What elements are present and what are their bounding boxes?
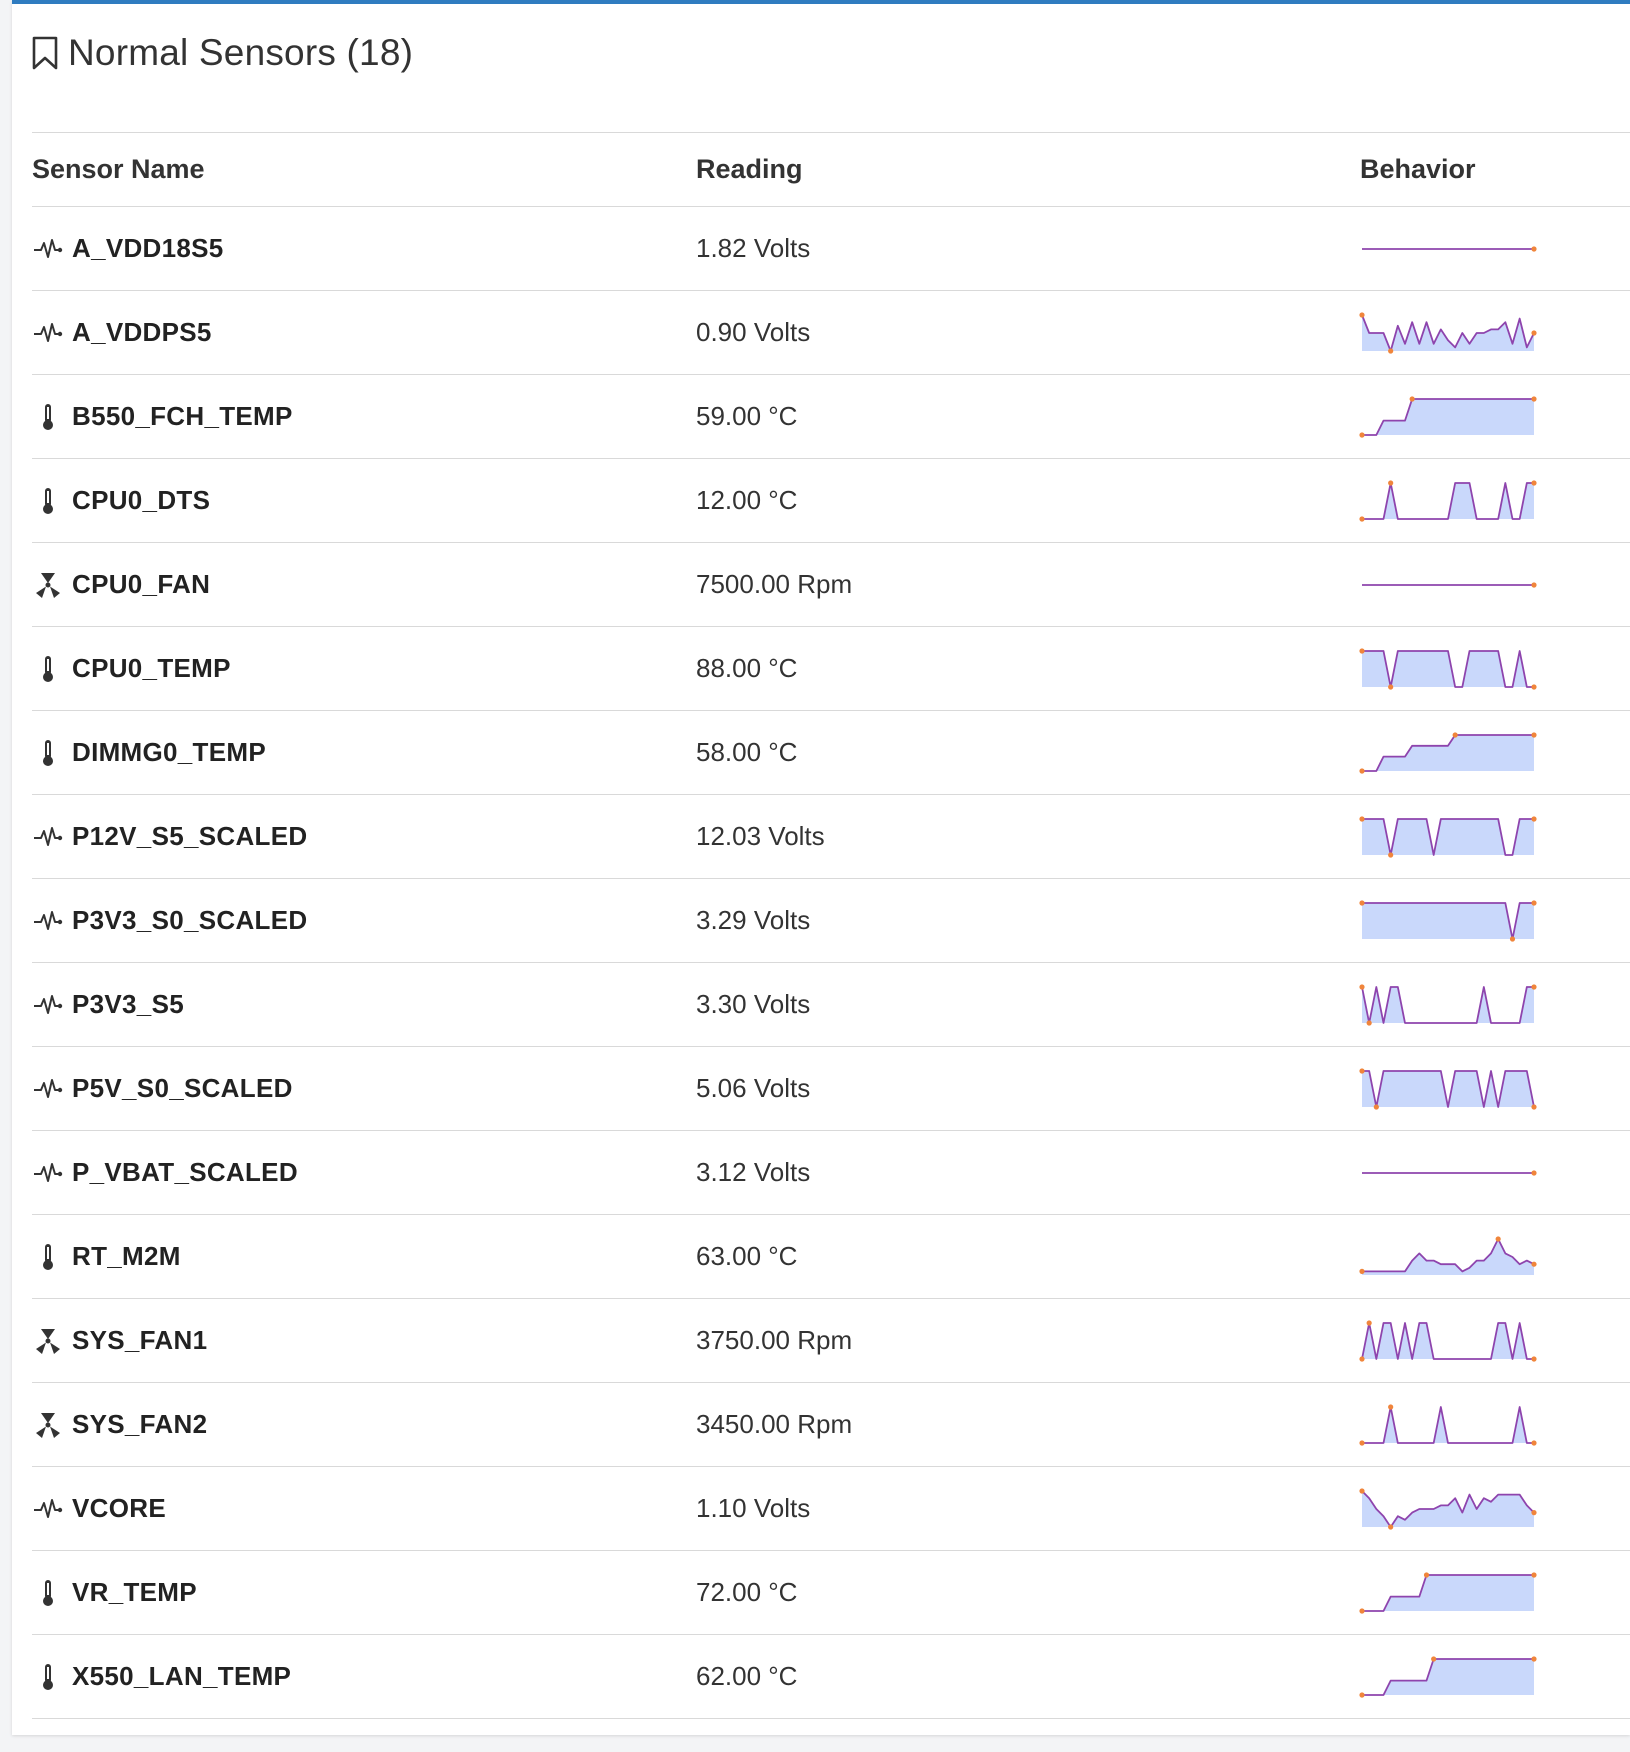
behavior-sparkline[interactable]: [1360, 731, 1536, 775]
sparkline-marker: [1531, 816, 1536, 821]
sensor-reading: 63.00 °C: [696, 1241, 798, 1271]
behavior-sparkline[interactable]: [1360, 1235, 1536, 1279]
sparkline-marker: [1359, 984, 1364, 989]
sensor-behavior-cell: [1360, 1047, 1630, 1131]
sparkline-marker: [1359, 1488, 1364, 1493]
sparkline-marker: [1531, 1104, 1536, 1109]
sensor-behavior-cell: [1360, 963, 1630, 1047]
sparkline-marker: [1367, 1320, 1372, 1325]
sensor-name-cell: [32, 1215, 696, 1299]
table-row[interactable]: [32, 375, 1630, 459]
sensor-behavior-cell: [1360, 459, 1630, 543]
sensor-name: SYS_FAN2: [72, 1409, 208, 1439]
sensor-reading-cell: [696, 711, 1360, 795]
thermometer-icon: [32, 401, 64, 433]
sparkline-marker: [1388, 852, 1393, 857]
sensor-reading: 58.00 °C: [696, 737, 798, 767]
thermometer-icon: [32, 1241, 64, 1273]
sparkline-marker: [1359, 1440, 1364, 1445]
table-row[interactable]: [32, 1131, 1630, 1215]
sensor-name-cell: [32, 627, 696, 711]
sparkline-marker: [1388, 1524, 1393, 1529]
sensor-name: X550_LAN_TEMP: [72, 1661, 292, 1691]
behavior-sparkline[interactable]: [1360, 1571, 1536, 1615]
sensor-reading-cell: [696, 543, 1360, 627]
sensor-reading: 12.00 °C: [696, 485, 798, 515]
sparkline-marker: [1531, 1170, 1536, 1175]
sparkline-marker: [1531, 1440, 1536, 1445]
sensor-reading-cell: [696, 1467, 1360, 1551]
sensor-behavior-cell: [1360, 879, 1630, 963]
sensor-name: CPU0_DTS: [72, 485, 211, 515]
behavior-sparkline[interactable]: [1360, 1151, 1536, 1195]
sensor-name-cell: [32, 1551, 696, 1635]
pulse-icon: [32, 1073, 64, 1105]
sparkline-marker: [1531, 246, 1536, 251]
sparkline-marker: [1359, 432, 1364, 437]
sensor-name: SYS_FAN1: [72, 1325, 208, 1355]
table-header-row: [32, 133, 1630, 207]
sensor-reading-cell: [696, 1551, 1360, 1635]
sparkline-marker: [1531, 396, 1536, 401]
sensor-name: VCORE: [72, 1493, 166, 1523]
sparkline-marker: [1388, 1404, 1393, 1409]
thermometer-icon: [32, 1661, 64, 1693]
behavior-sparkline[interactable]: [1360, 647, 1536, 691]
thermometer-icon: [32, 737, 64, 769]
sensor-behavior-cell: [1360, 291, 1630, 375]
sensor-behavior-cell: [1360, 1635, 1630, 1719]
sensor-reading: 3.29 Volts: [696, 905, 811, 935]
sparkline-area: [1362, 1071, 1534, 1107]
sparkline-marker: [1388, 348, 1393, 353]
sparkline-area: [1362, 1659, 1534, 1695]
sensor-reading-cell: [696, 963, 1360, 1047]
sensor-behavior-cell: [1360, 1551, 1630, 1635]
table-row[interactable]: [32, 1467, 1630, 1551]
sensor-reading-cell: [696, 1215, 1360, 1299]
panel-title: Normal Sensors (18): [68, 32, 414, 73]
sparkline-marker: [1510, 936, 1515, 941]
pulse-icon: [32, 905, 64, 937]
sparkline-marker: [1374, 1104, 1379, 1109]
sensor-reading-cell: [696, 1299, 1360, 1383]
sensor-behavior-cell: [1360, 1131, 1630, 1215]
sparkline-marker: [1531, 1656, 1536, 1661]
behavior-sparkline[interactable]: [1360, 227, 1536, 271]
pulse-icon: [32, 1157, 64, 1189]
behavior-sparkline[interactable]: [1360, 1403, 1536, 1447]
sparkline-marker: [1531, 1510, 1536, 1515]
sensor-name-cell: [32, 1467, 696, 1551]
sensor-name-cell: [32, 1383, 696, 1467]
sensor-name-cell: [32, 291, 696, 375]
table-row[interactable]: [32, 207, 1630, 291]
pulse-icon: [32, 989, 64, 1021]
sensor-behavior-cell: [1360, 1467, 1630, 1551]
sensor-reading-cell: [696, 1131, 1360, 1215]
sparkline-marker: [1410, 396, 1415, 401]
sparkline-marker: [1359, 516, 1364, 521]
table-row[interactable]: [32, 1215, 1630, 1299]
sensor-reading-cell: [696, 795, 1360, 879]
column-header-behavior[interactable]: Behavior: [1360, 133, 1630, 207]
sensor-name-cell: [32, 543, 696, 627]
sensor-name: P3V3_S5: [72, 989, 184, 1019]
fan-icon: [32, 569, 64, 601]
table-row[interactable]: [32, 879, 1630, 963]
sparkline-marker: [1367, 1020, 1372, 1025]
sensor-reading: 0.90 Volts: [696, 317, 811, 347]
sparkline-marker: [1531, 984, 1536, 989]
sensor-reading: 62.00 °C: [696, 1661, 798, 1691]
sparkline-marker: [1359, 1068, 1364, 1073]
sensor-name-cell: [32, 1635, 696, 1719]
sensors-table: [32, 132, 1630, 1719]
sparkline-marker: [1359, 648, 1364, 653]
sensor-name-cell: [32, 207, 696, 291]
sensor-name: A_VDD18S5: [72, 233, 224, 263]
behavior-sparkline[interactable]: [1360, 1319, 1536, 1363]
table-row[interactable]: [32, 627, 1630, 711]
sensor-name: A_VDDPS5: [72, 317, 212, 347]
sparkline-marker: [1359, 768, 1364, 773]
column-header-sensor-name[interactable]: Sensor Name: [32, 133, 696, 207]
sparkline-marker: [1359, 312, 1364, 317]
sparkline-marker: [1531, 900, 1536, 905]
sparkline-marker: [1531, 684, 1536, 689]
sensor-name: B550_FCH_TEMP: [72, 401, 293, 431]
sensor-reading-cell: [696, 1635, 1360, 1719]
sparkline-area: [1362, 1575, 1534, 1611]
table-row[interactable]: [32, 711, 1630, 795]
sparkline-marker: [1359, 900, 1364, 905]
sensor-name-cell: [32, 459, 696, 543]
sparkline-area: [1362, 1239, 1534, 1275]
behavior-sparkline[interactable]: [1360, 395, 1536, 439]
sparkline-marker: [1531, 582, 1536, 587]
sensor-reading: 5.06 Volts: [696, 1073, 811, 1103]
sparkline-marker: [1531, 732, 1536, 737]
sensor-name: P12V_S5_SCALED: [72, 821, 308, 851]
table-row[interactable]: [32, 291, 1630, 375]
sensor-reading-cell: [696, 207, 1360, 291]
sensor-reading: 3.12 Volts: [696, 1157, 811, 1187]
sparkline-marker: [1496, 1236, 1501, 1241]
table-row[interactable]: [32, 459, 1630, 543]
behavior-sparkline[interactable]: [1360, 1067, 1536, 1111]
pulse-icon: [32, 233, 64, 265]
sensor-behavior-cell: [1360, 207, 1630, 291]
thermometer-icon: [32, 485, 64, 517]
sensor-reading: 3450.00 Rpm: [696, 1409, 853, 1439]
sensor-behavior-cell: [1360, 711, 1630, 795]
sensor-behavior-cell: [1360, 1383, 1630, 1467]
sensor-name: P_VBAT_SCALED: [72, 1157, 298, 1187]
behavior-sparkline[interactable]: [1360, 1487, 1536, 1531]
sensor-name-cell: [32, 879, 696, 963]
sensor-name: P3V3_S0_SCALED: [72, 905, 308, 935]
sensor-name-cell: [32, 1047, 696, 1131]
sensor-name-cell: [32, 795, 696, 879]
sensor-reading: 1.82 Volts: [696, 233, 811, 263]
sparkline-marker: [1431, 1656, 1436, 1661]
sensor-name: P5V_S0_SCALED: [72, 1073, 293, 1103]
panel-header: [30, 30, 413, 76]
behavior-sparkline[interactable]: [1360, 311, 1536, 355]
table-row[interactable]: [32, 1551, 1630, 1635]
sensor-reading: 72.00 °C: [696, 1577, 798, 1607]
sensor-behavior-cell: [1360, 795, 1630, 879]
fan-icon: [32, 1325, 64, 1357]
sparkline-area: [1362, 735, 1534, 771]
bookmark-icon: [30, 35, 60, 71]
pulse-icon: [32, 1493, 64, 1525]
sparkline-marker: [1359, 1692, 1364, 1697]
sensor-reading: 88.00 °C: [696, 653, 798, 683]
behavior-sparkline[interactable]: [1360, 1655, 1536, 1699]
sensor-reading-cell: [696, 627, 1360, 711]
fan-icon: [32, 1409, 64, 1441]
sensor-reading-cell: [696, 879, 1360, 963]
sensor-reading: 12.03 Volts: [696, 821, 825, 851]
behavior-sparkline[interactable]: [1360, 815, 1536, 859]
table-row[interactable]: [32, 1635, 1630, 1719]
sensor-name-cell: [32, 1299, 696, 1383]
sparkline-marker: [1359, 1608, 1364, 1613]
sensor-behavior-cell: [1360, 375, 1630, 459]
sensor-behavior-cell: [1360, 1299, 1630, 1383]
sensor-name-cell: [32, 963, 696, 1047]
sensor-name: RT_M2M: [72, 1241, 181, 1271]
sparkline-marker: [1531, 330, 1536, 335]
sparkline-marker: [1359, 816, 1364, 821]
table-row[interactable]: [32, 1383, 1630, 1467]
sensor-name: VR_TEMP: [72, 1577, 197, 1607]
sensor-reading-cell: [696, 459, 1360, 543]
behavior-sparkline[interactable]: [1360, 563, 1536, 607]
sparkline-marker: [1359, 1268, 1364, 1273]
sensor-name: CPU0_FAN: [72, 569, 211, 599]
sensor-reading: 3750.00 Rpm: [696, 1325, 853, 1355]
sensor-name-cell: [32, 1131, 696, 1215]
behavior-sparkline[interactable]: [1360, 479, 1536, 523]
sensor-name: DIMMG0_TEMP: [72, 737, 266, 767]
sparkline-marker: [1531, 480, 1536, 485]
behavior-sparkline[interactable]: [1360, 899, 1536, 943]
sensor-reading: 59.00 °C: [696, 401, 798, 431]
table-row[interactable]: [32, 963, 1630, 1047]
pulse-icon: [32, 821, 64, 853]
thermometer-icon: [32, 1577, 64, 1609]
sparkline-marker: [1388, 684, 1393, 689]
table-row[interactable]: [32, 1299, 1630, 1383]
sparkline-marker: [1531, 1356, 1536, 1361]
pulse-icon: [32, 317, 64, 349]
sensor-behavior-cell: [1360, 627, 1630, 711]
sparkline-marker: [1453, 732, 1458, 737]
normal-sensors-panel: [12, 0, 1630, 1735]
table-row[interactable]: [32, 795, 1630, 879]
sensor-name-cell: [32, 711, 696, 795]
behavior-sparkline[interactable]: [1360, 983, 1536, 1027]
sensor-reading-cell: [696, 291, 1360, 375]
sensor-rows: [32, 207, 1630, 1719]
sensor-reading: 7500.00 Rpm: [696, 569, 853, 599]
sparkline-marker: [1424, 1572, 1429, 1577]
sparkline-area: [1362, 399, 1534, 435]
sparkline-marker: [1388, 480, 1393, 485]
sparkline-marker: [1531, 1572, 1536, 1577]
sensor-reading-cell: [696, 1383, 1360, 1467]
thermometer-icon: [32, 653, 64, 685]
column-header-reading[interactable]: Reading: [696, 133, 1360, 207]
table-row[interactable]: [32, 1047, 1630, 1131]
sensor-reading-cell: [696, 1047, 1360, 1131]
sensor-reading-cell: [696, 375, 1360, 459]
sensor-behavior-cell: [1360, 1215, 1630, 1299]
sparkline-marker: [1359, 1356, 1364, 1361]
sensor-reading: 1.10 Volts: [696, 1493, 811, 1523]
sparkline-marker: [1531, 1261, 1536, 1266]
sensor-behavior-cell: [1360, 543, 1630, 627]
sensor-reading: 3.30 Volts: [696, 989, 811, 1019]
sensor-name-cell: [32, 375, 696, 459]
table-row[interactable]: [32, 543, 1630, 627]
sensor-name: CPU0_TEMP: [72, 653, 231, 683]
